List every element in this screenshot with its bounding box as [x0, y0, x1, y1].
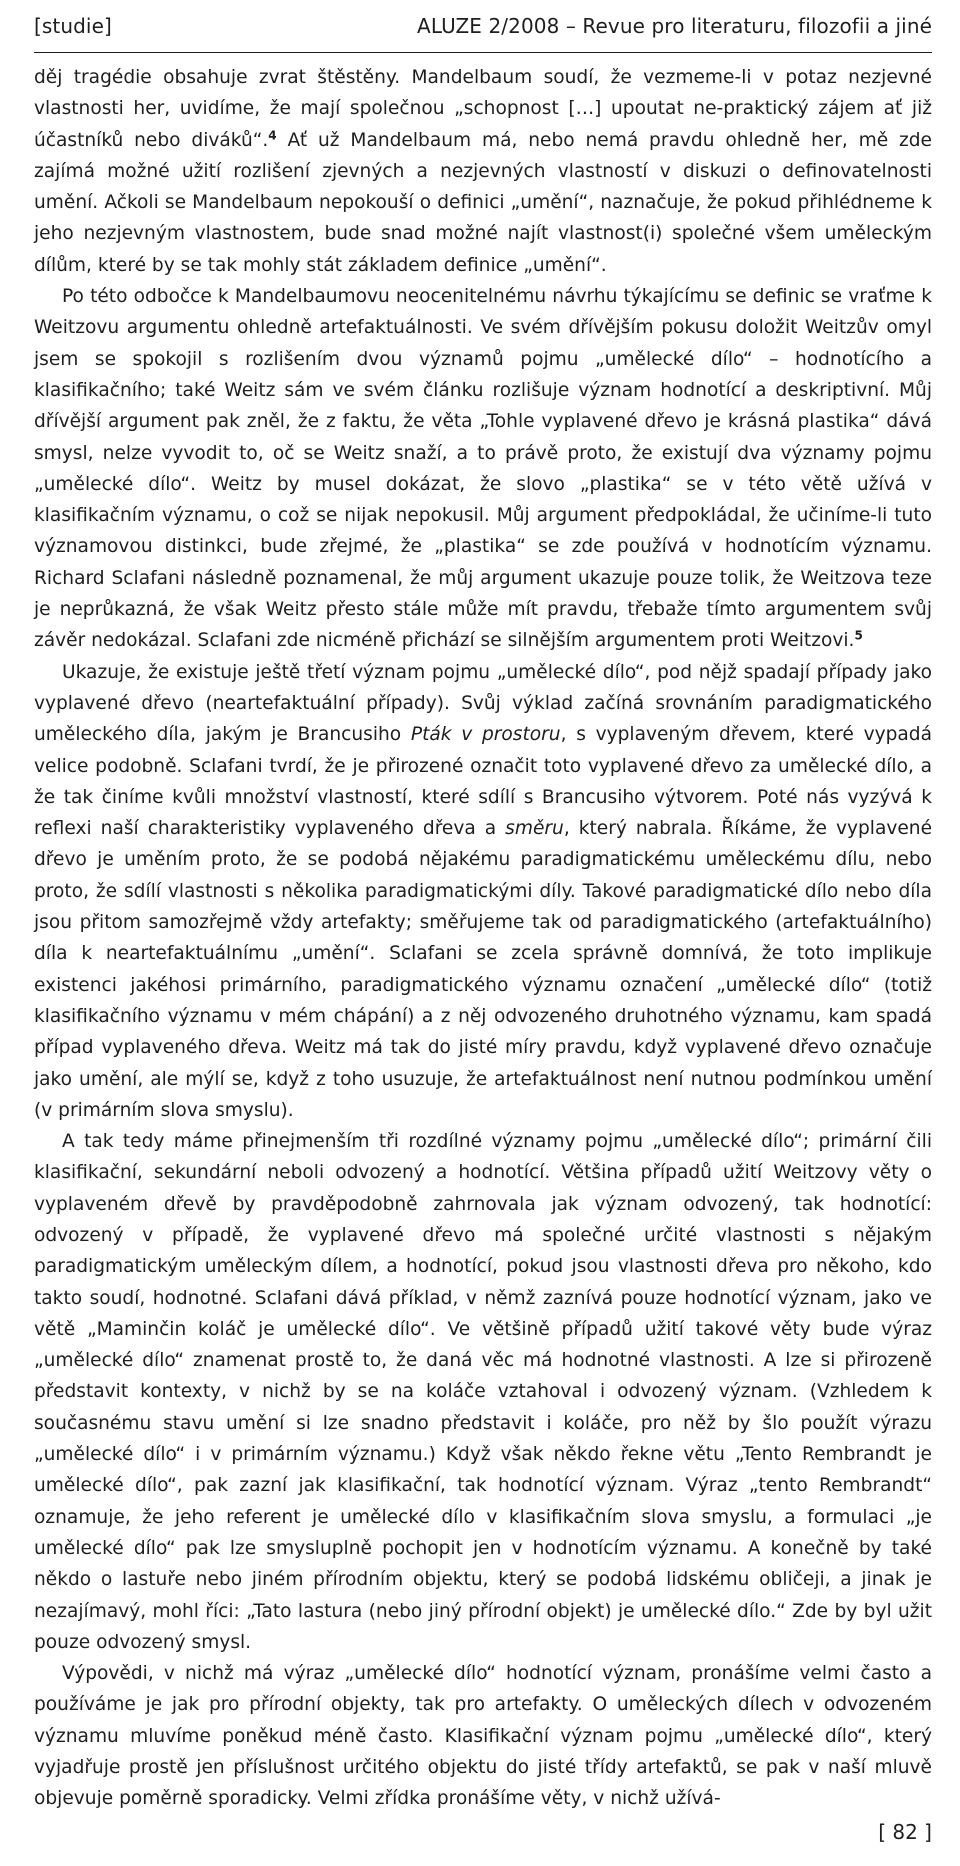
paragraph-4: A tak tedy máme přinejmenším tři rozdílné významy pojmu „umělecké dílo“; primární čili klasifikační, sekundární neboli odvozený a hodnotící. Většina případů užití Weitzovy věty o vyplaveném dřevě by pravděpodobně zahrnovala jak význam odvozený, tak hodnotící: odvozený v případě, že vyplavené dřevo má společné určité vlastnosti s nějakým paradigmatickým uměleckým dílem, a hodnotící, pokud jsou vlastnosti dřeva pro někoho, kdo takto soudí, hodnotné. Sclafani dává příklad, v němž zaznívá pouze hodnotící význam, jako ve větě „Maminčin koláč je umělecké dílo“. Ve většině případů užití takové věty bude výraz „umělecké dílo“ znamenat prostě to, že daná věc má hodnotné vlastnosti. A lze si přirozeně představit kontexty, v nichž by se na koláče vztahoval i odvozený význam. (Vzhledem k současnému stavu umění si lze snadno představit i koláče, pro něž by šlo použít výrazu „umělecké dílo“ i v primárním významu.) Když však někdo řekne větu „Tento Rembrandt je umělecké dílo“, pak zazní jak klasifikační, tak hodnotící význam. Výraz „tento Rembrandt“ oznamuje, že jeho referent je umělecké dílo v klasifikačním slova smyslu, a formulaci „je umělecké dílo“ pak lze smysluplně pochopit jen v hodnotícím významu. A konečně by také někdo o lastuře nebo jiném přírodním objektu, který se podobá lidskému obličeji, a jinak je nezajímavý, mohl říci: „Tato lastura (nebo jiný přírodní objekt) je umělecké dílo.“ Zde by byl užit pouze odvozený smysl.: [34, 1131, 932, 1653]
page-number: [ 82 ]: [878, 1820, 932, 1844]
emphasized-term: směru: [505, 818, 564, 840]
paragraph-1: [34, 62, 932, 281]
paragraph-3-text-a: Ukazuje, že existuje ještě třetí význam pojmu „umělecké dílo“, pod nějž spadají případy jako vyplavené dřevo (neartefaktuální případy). Svůj výklad začíná srovnáním paradigmatického uměleckého díla, jakým je Brancusiho: [34, 661, 932, 746]
paragraph-3-text-c: , který nabrala. Říkáme, že vyplavené dřevo je uměním proto, že se podobá nějakému paradigmatickému uměleckému dílu, nebo proto, že sdílí vlastnosti s několika paradigmatickými díly. Takové paradigmatické dílo nebo díla jsou přitom samozřejmě vždy artefakty; směřujeme tak od paradigmatického (artefaktuálního) díla k neartefaktuálnímu „umění“. Sclafani se zcela správně domnívá, že toto implikuje existenci jakéhosi primárního, paradigmatického významu označení „umělecké dílo“ (totiž klasifikačního významu v mém chápání) a z něj odvozeného druhotného významu, kam spadá případ vyplaveného dřeva. Weitz má tak do jisté míry pravdu, když vyplavené dřevo označuje jako umění, ale mýlí se, když z toho usuzuje, že artefaktuálnost není nutnou podmínkou umění (v primárním slova smyslu).: [34, 818, 933, 1121]
artwork-title: Pták v prostoru: [410, 724, 561, 746]
paragraph-3-text-b: , s vyplaveným dřevem, které vypadá velice podobně. Sclafani tvrdí, že je přirozené označit toto vyplavené dřevo za umělecké dílo, a že tak činíme kvůli množství vlastností, které sdílí s Brancusiho výtvorem. Poté nás vyzývá k reflexi naší charakteristiky vyplaveného dřeva a: [34, 724, 932, 840]
paragraph-1-text-b: Ať už Mandelbaum má, nebo nemá pravdu ohledně her, mě zde zajímá možné užití rozlišení zjevných a nezjevných vlastností v diskuzi o definovatelnosti umění. Ačkoli se Mandelbaum nepokouší o definici „umění“, naznačuje, že pokud přihlédneme k jeho nezjevným vlastnostem, bude snad možné najít vlastnost(i) společné všem uměleckým dílům, které by se tak mohly stát základem definice „umění“.: [34, 129, 932, 276]
section-label: [studie]: [34, 14, 112, 38]
paragraph-5: Výpovědi, v nichž má výraz „umělecké dílo“ hodnotící význam, pronášíme velmi často a používáme je jak pro přírodní objekty, tak pro artefakty. O uměleckých dílech v odvozeném významu mluvíme poněkud méně často. Klasifikační význam pojmu „umělecké dílo“, který vyjadřuje prostě jen příslušnost určitého objektu do jisté třídy artefaktů, se pak v naší mluvě objevuje poměrně sporadicky. Velmi zřídka pronášíme věty, v nichž užívá‑: [34, 1663, 932, 1810]
paragraph-2: [34, 281, 932, 657]
running-header: [34, 0, 932, 53]
footnote-ref-4[interactable]: 4: [268, 128, 277, 142]
paragraph-1-text-a: děj tragédie obsahuje zvrat štěstěny. Mandelbaum soudí, že vezmeme-li v potaz nezjevné vlastnosti her, uvidíme, že mají společnou „schopnost […] upoutat ne-praktický zájem ať již účastníků nebo diváků“.: [34, 67, 932, 151]
paragraph-3: [34, 657, 932, 1126]
footnote-ref-5[interactable]: 5: [854, 628, 863, 643]
journal-title: ALUZE 2/2008 – Revue pro literaturu, filozofii a jiné: [417, 14, 932, 38]
article-body: [34, 62, 932, 1815]
paragraph-2-text: Po této odbočce k Mandelbaumovu neocenitelnému návrhu týkajícímu se definic se vraťme k Weitzovu argumentu ohledně artefaktuálnosti. Ve svém dřívějším pokusu doložit Weitzův omyl jsem se spokojil s rozlišením dvou významů pojmu „umělecké dílo“ – hodnotícího a klasifikačního; také Weitz sám ve svém článku rozlišuje význam hodnotící a deskriptivní. Můj dřívější argument pak zněl, že z faktu, že věta „Tohle vyplavené dřevo je krásná plastika“ dává smysl, nelze vyvodit to, oč se Weitz snaží, a to právě proto, že existují dva významy pojmu „umělecké dílo“. Weitz by musel dokázat, že slovo „plastika“ se v této větě užívá v klasifikačním významu, o což se nijak nepokusil. Můj argument předpokládal, že učiníme-li tuto významovou distinkci, bude zřejmé, že „plastika“ se zde používá v hodnotícím významu. Richard Sclafani následně poznamenal, že můj argument ukazuje pouze tolik, že Weitzova teze je neprůkazná, že však Weitz přesto stále může mít pravdu, třebaže tímto argumentem svůj závěr nedokázal. Sclafani zde nicméně přichází se silnějším argumentem proti Weitzovi.: [34, 286, 932, 652]
